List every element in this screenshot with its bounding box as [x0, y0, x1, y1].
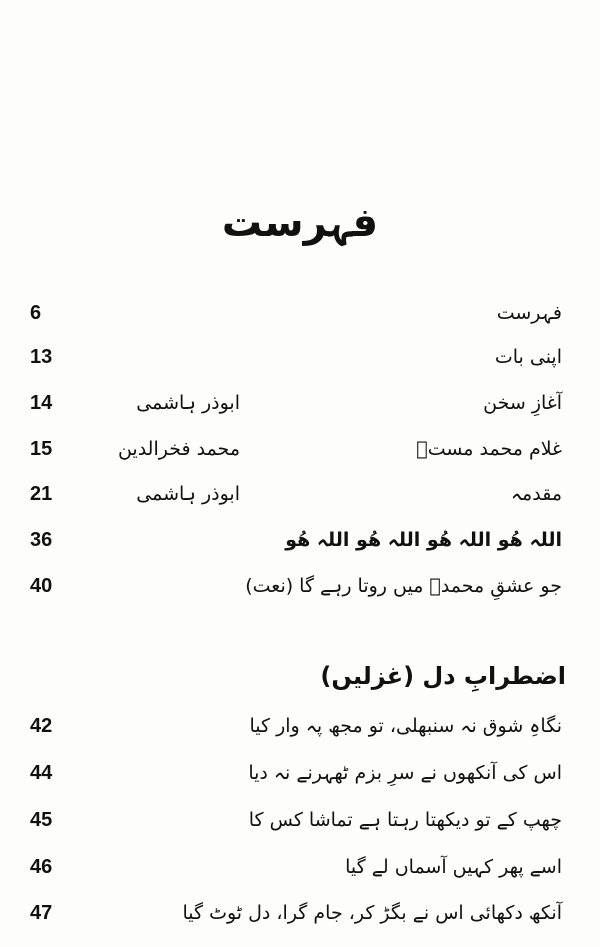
toc-entry [0, 757, 600, 789]
entry-title: نگاہِ شوق نہ سنبھلی، تو مجھ پہ وار کیا [249, 715, 562, 737]
page-number: 13 [30, 346, 53, 368]
page-number: 6 [30, 302, 42, 324]
section-title: اضطرابِ دل (غزلیں) [320, 662, 566, 690]
toc-entry [0, 804, 600, 836]
entry-title: اسے پھر کہیں آسماں لے گیا [345, 856, 562, 878]
toc-entry [0, 710, 600, 742]
toc-entry [0, 478, 600, 510]
entry-title: آغازِ سخن [483, 392, 562, 414]
entry-title: آنکھ دکھائی اس نے بگڑ کر، جام گرا، دل ٹوٹ گیا [182, 902, 562, 924]
toc-entry [0, 387, 600, 419]
entry-title: اپنی بات [494, 346, 562, 368]
entry-author: ابوذر ہاشمی [136, 483, 240, 505]
entry-title: مقدمہ [510, 483, 562, 505]
page-number: 40 [30, 575, 53, 597]
page-number: 46 [30, 856, 53, 878]
entry-title: اللہ ھُو اللہ ھُو اللہ ھُو اللہ ھُو [285, 529, 562, 551]
toc-entry [0, 851, 600, 883]
entry-title: چھپ کے تو دیکھتا رہتا ہے تماشا کس کا [248, 809, 562, 831]
toc-entry [0, 341, 600, 373]
entry-title: اس کی آنکھوں نے سرِ بزم ٹھہرنے نہ دیا [248, 762, 562, 784]
page-title: فہرست [221, 200, 379, 246]
page-number: 44 [30, 762, 53, 784]
page-number: 14 [30, 392, 53, 414]
toc-entry [0, 570, 600, 602]
entry-author: محمد فخرالدین [117, 438, 240, 460]
page-number: 42 [30, 715, 53, 737]
toc-entry [0, 433, 600, 465]
entry-title: غلام محمد مستؔ [416, 438, 562, 460]
toc-entry [0, 297, 600, 329]
entry-title: فہرست [496, 302, 562, 324]
entry-author: ابوذر ہاشمی [136, 392, 240, 414]
page-number: 47 [30, 902, 53, 924]
entry-title: جو عشقِ محمدؐ میں روتا رہے گا (نعت) [245, 575, 562, 597]
page-number: 21 [30, 483, 53, 505]
toc-entry [0, 897, 600, 929]
page-number: 36 [30, 529, 53, 551]
page-number: 15 [30, 438, 53, 460]
toc-entry [0, 524, 600, 556]
page-number: 45 [30, 809, 53, 831]
